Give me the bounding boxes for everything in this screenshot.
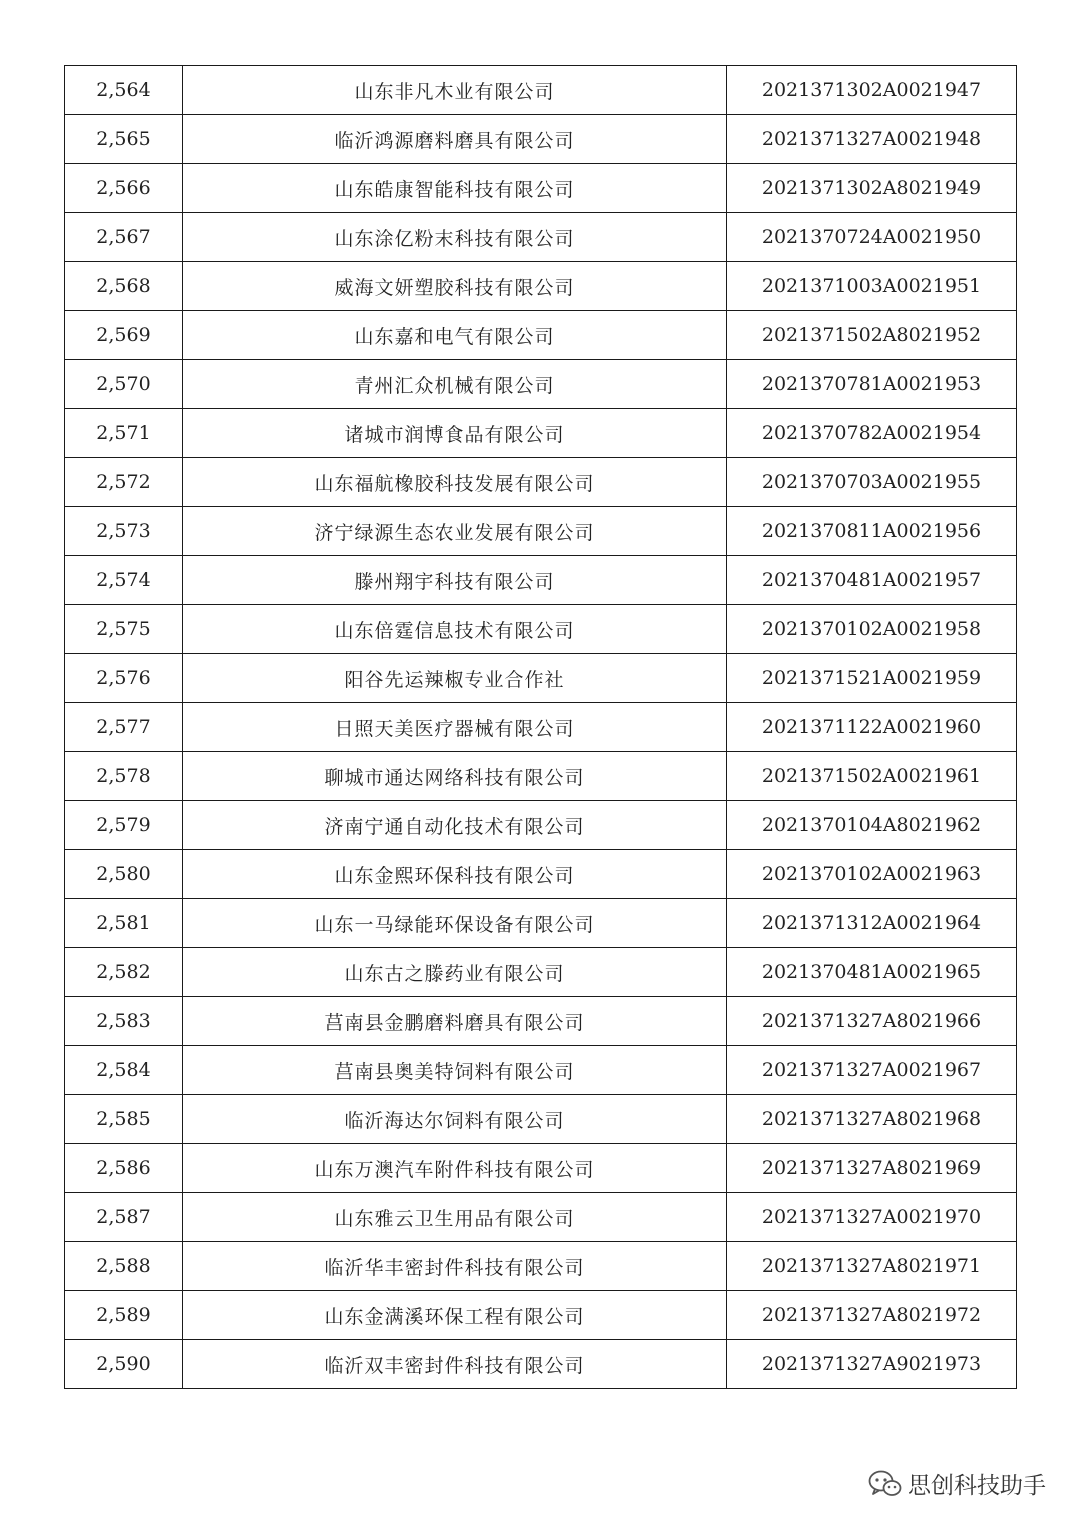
table-row bbox=[65, 458, 1017, 507]
row-number-cell: 2,568 bbox=[65, 262, 183, 311]
row-number-cell: 2,571 bbox=[65, 409, 183, 458]
table-row bbox=[65, 262, 1017, 311]
company-name-cell: 山东嘉和电气有限公司 bbox=[183, 311, 727, 360]
company-name-cell: 威海文妍塑胶科技有限公司 bbox=[183, 262, 727, 311]
row-number-cell: 2,566 bbox=[65, 164, 183, 213]
company-name-cell: 济宁绿源生态农业发展有限公司 bbox=[183, 507, 727, 556]
row-number-cell: 2,590 bbox=[65, 1340, 183, 1389]
company-name-cell: 山东非凡木业有限公司 bbox=[183, 66, 727, 115]
row-number-cell: 2,580 bbox=[65, 850, 183, 899]
row-number-cell: 2,587 bbox=[65, 1193, 183, 1242]
table-row bbox=[65, 899, 1017, 948]
company-name-cell: 滕州翔宇科技有限公司 bbox=[183, 556, 727, 605]
registration-code-cell: 2021371327A0021967 bbox=[727, 1046, 1017, 1095]
registration-code-cell: 2021371312A0021964 bbox=[727, 899, 1017, 948]
company-name-cell: 临沂鸿源磨料磨具有限公司 bbox=[183, 115, 727, 164]
registration-code-cell: 2021370104A8021962 bbox=[727, 801, 1017, 850]
company-name-cell: 莒南县奥美特饲料有限公司 bbox=[183, 1046, 727, 1095]
registration-code-cell: 2021370782A0021954 bbox=[727, 409, 1017, 458]
company-name-cell: 日照天美医疗器械有限公司 bbox=[183, 703, 727, 752]
row-number-cell: 2,565 bbox=[65, 115, 183, 164]
company-name-cell: 诸城市润博食品有限公司 bbox=[183, 409, 727, 458]
table-row bbox=[65, 997, 1017, 1046]
row-number-cell: 2,570 bbox=[65, 360, 183, 409]
registration-code-cell: 2021371327A8021966 bbox=[727, 997, 1017, 1046]
registration-code-cell: 2021371327A9021973 bbox=[727, 1340, 1017, 1389]
company-name-cell: 山东雅云卫生用品有限公司 bbox=[183, 1193, 727, 1242]
row-number-cell: 2,588 bbox=[65, 1242, 183, 1291]
registration-code-cell: 2021370781A0021953 bbox=[727, 360, 1017, 409]
row-number-cell: 2,573 bbox=[65, 507, 183, 556]
company-table bbox=[64, 65, 1017, 1389]
table-row bbox=[65, 311, 1017, 360]
table-row bbox=[65, 1046, 1017, 1095]
row-number-cell: 2,578 bbox=[65, 752, 183, 801]
company-name-cell: 阳谷先运辣椒专业合作社 bbox=[183, 654, 727, 703]
registration-code-cell: 2021370481A0021965 bbox=[727, 948, 1017, 997]
table-row bbox=[65, 213, 1017, 262]
registration-code-cell: 2021370102A0021958 bbox=[727, 605, 1017, 654]
row-number-cell: 2,586 bbox=[65, 1144, 183, 1193]
company-name-cell: 山东福航橡胶科技发展有限公司 bbox=[183, 458, 727, 507]
row-number-cell: 2,579 bbox=[65, 801, 183, 850]
company-name-cell: 山东金满溪环保工程有限公司 bbox=[183, 1291, 727, 1340]
row-number-cell: 2,583 bbox=[65, 997, 183, 1046]
table-row bbox=[65, 115, 1017, 164]
company-table-body bbox=[65, 66, 1017, 1389]
company-name-cell: 临沂双丰密封件科技有限公司 bbox=[183, 1340, 727, 1389]
registration-code-cell: 2021371327A8021971 bbox=[727, 1242, 1017, 1291]
company-name-cell: 山东金熙环保科技有限公司 bbox=[183, 850, 727, 899]
row-number-cell: 2,584 bbox=[65, 1046, 183, 1095]
row-number-cell: 2,569 bbox=[65, 311, 183, 360]
registration-code-cell: 2021371502A0021961 bbox=[727, 752, 1017, 801]
registration-code-cell: 2021371122A0021960 bbox=[727, 703, 1017, 752]
watermark bbox=[868, 1467, 1046, 1500]
registration-code-cell: 2021371302A8021949 bbox=[727, 164, 1017, 213]
row-number-cell: 2,577 bbox=[65, 703, 183, 752]
registration-code-cell: 2021371521A0021959 bbox=[727, 654, 1017, 703]
row-number-cell: 2,576 bbox=[65, 654, 183, 703]
row-number-cell: 2,585 bbox=[65, 1095, 183, 1144]
registration-code-cell: 2021370811A0021956 bbox=[727, 507, 1017, 556]
company-name-cell: 山东倍霆信息技术有限公司 bbox=[183, 605, 727, 654]
table-row bbox=[65, 1193, 1017, 1242]
table-row bbox=[65, 409, 1017, 458]
registration-code-cell: 2021370481A0021957 bbox=[727, 556, 1017, 605]
table-row bbox=[65, 556, 1017, 605]
registration-code-cell: 2021370703A0021955 bbox=[727, 458, 1017, 507]
company-name-cell: 山东皓康智能科技有限公司 bbox=[183, 164, 727, 213]
company-name-cell: 济南宁通自动化技术有限公司 bbox=[183, 801, 727, 850]
company-name-cell: 莒南县金鹏磨料磨具有限公司 bbox=[183, 997, 727, 1046]
registration-code-cell: 2021370102A0021963 bbox=[727, 850, 1017, 899]
table-row bbox=[65, 752, 1017, 801]
company-name-cell: 山东一马绿能环保设备有限公司 bbox=[183, 899, 727, 948]
table-row bbox=[65, 948, 1017, 997]
row-number-cell: 2,572 bbox=[65, 458, 183, 507]
row-number-cell: 2,575 bbox=[65, 605, 183, 654]
table-row bbox=[65, 850, 1017, 899]
table-row bbox=[65, 1291, 1017, 1340]
row-number-cell: 2,581 bbox=[65, 899, 183, 948]
company-name-cell: 山东古之滕药业有限公司 bbox=[183, 948, 727, 997]
company-name-cell: 临沂海达尔饲料有限公司 bbox=[183, 1095, 727, 1144]
table-row bbox=[65, 1095, 1017, 1144]
table-row bbox=[65, 1144, 1017, 1193]
table-row bbox=[65, 507, 1017, 556]
row-number-cell: 2,589 bbox=[65, 1291, 183, 1340]
company-name-cell: 临沂华丰密封件科技有限公司 bbox=[183, 1242, 727, 1291]
registration-code-cell: 2021371327A8021969 bbox=[727, 1144, 1017, 1193]
table-row bbox=[65, 801, 1017, 850]
registration-code-cell: 2021371003A0021951 bbox=[727, 262, 1017, 311]
table-row bbox=[65, 654, 1017, 703]
registration-code-cell: 2021371502A8021952 bbox=[727, 311, 1017, 360]
table-row bbox=[65, 1242, 1017, 1291]
table-row bbox=[65, 164, 1017, 213]
row-number-cell: 2,567 bbox=[65, 213, 183, 262]
company-name-cell: 聊城市通达网络科技有限公司 bbox=[183, 752, 727, 801]
watermark-text: 思创科技助手 bbox=[908, 1473, 1046, 1499]
registration-code-cell: 2021370724A0021950 bbox=[727, 213, 1017, 262]
table-row bbox=[65, 360, 1017, 409]
row-number-cell: 2,582 bbox=[65, 948, 183, 997]
wechat-icon bbox=[868, 1470, 902, 1498]
company-name-cell: 山东涂亿粉末科技有限公司 bbox=[183, 213, 727, 262]
row-number-cell: 2,574 bbox=[65, 556, 183, 605]
table-row bbox=[65, 1340, 1017, 1389]
registration-code-cell: 2021371327A0021970 bbox=[727, 1193, 1017, 1242]
registration-code-cell: 2021371327A0021948 bbox=[727, 115, 1017, 164]
registration-code-cell: 2021371327A8021968 bbox=[727, 1095, 1017, 1144]
company-name-cell: 青州汇众机械有限公司 bbox=[183, 360, 727, 409]
registration-code-cell: 2021371327A8021972 bbox=[727, 1291, 1017, 1340]
table-row bbox=[65, 66, 1017, 115]
table-row bbox=[65, 605, 1017, 654]
registration-code-cell: 2021371302A0021947 bbox=[727, 66, 1017, 115]
row-number-cell: 2,564 bbox=[65, 66, 183, 115]
company-name-cell: 山东万澳汽车附件科技有限公司 bbox=[183, 1144, 727, 1193]
table-row bbox=[65, 703, 1017, 752]
